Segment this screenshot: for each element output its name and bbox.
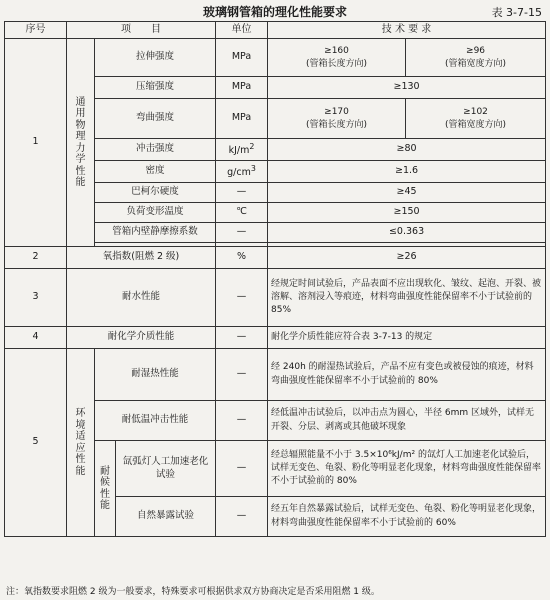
table-row (5, 349, 546, 401)
row-number: 5 (5, 349, 67, 537)
unit-cell: — (216, 497, 268, 537)
table-row (5, 269, 546, 327)
header-row (5, 22, 546, 39)
unit-cell: $kJ/m^2$ (216, 139, 268, 161)
requirement-text: 经五年自然暴露试验后，试样无变色、龟裂、粉化等明显老化现象，材料弯曲强度性能保留率不小于试验前的 60% (268, 497, 546, 537)
requirement-value: ≥26 (268, 247, 546, 269)
requirement-value: ≥96 (466, 46, 486, 57)
unit-cell: MPa (216, 39, 268, 77)
item-name: 氙弧灯人工加速老化试验 (116, 441, 216, 497)
requirement-value: ≤0.363 (268, 223, 546, 243)
unit-cell: — (216, 327, 268, 349)
header-unit: 单位 (216, 22, 268, 39)
item-name: 耐水性能 (67, 269, 216, 327)
item-name: 耐低温冲击性能 (95, 401, 216, 441)
header-requirement: 技 术 要 求 (268, 22, 546, 39)
item-name: 巴柯尔硬度 (95, 183, 216, 203)
requirement-value: ≥150 (268, 203, 546, 223)
requirement-text: 耐化学介质性能应符合表 3-7-13 的规定 (268, 327, 546, 349)
row-number: 1 (5, 39, 67, 247)
unit-cell: — (216, 441, 268, 497)
requirement-note: (管箱长度方向) (306, 119, 368, 130)
category-label: 环境适应性能 (67, 349, 95, 537)
requirement-cell (406, 99, 546, 139)
requirement-cell (268, 39, 406, 77)
unit-cell: MPa (216, 99, 268, 139)
requirement-text: 经规定时间试验后，产品表面不应出现软化、皱纹、起泡、开裂、被溶解、溶剂浸入等痕迹，材料弯曲强度性能保留率不小于试验前的 85% (268, 269, 546, 327)
requirement-value: ≥160 (324, 46, 349, 57)
item-name: 耐化学介质性能 (67, 327, 216, 349)
item-name: 弯曲强度 (95, 99, 216, 139)
unit-cell: $g/cm^3$ (216, 161, 268, 183)
item-name: 氧指数(阻燃 2 级) (67, 247, 216, 269)
unit-cell: — (216, 269, 268, 327)
subcategory-label: 耐候性能 (95, 441, 116, 537)
unit-cell: — (216, 183, 268, 203)
row-number: 4 (5, 327, 67, 349)
unit-cell: — (216, 223, 268, 243)
requirement-text: 经低温冲击试验后，以冲击点为圆心，半径 6mm 区域外，试样无开裂、分层、剥离或其他破坏现象 (268, 401, 546, 441)
table-number: 表 3-7-15 (491, 6, 542, 19)
requirement-note: (管箱长度方向) (306, 58, 368, 69)
requirement-value: ≥80 (268, 139, 546, 161)
item-name: 密度 (95, 161, 216, 183)
table-row (5, 327, 546, 349)
unit-cell: ℃ (216, 203, 268, 223)
item-name: 管箱内壁静摩擦系数 (95, 223, 216, 243)
requirement-value: ≥130 (268, 77, 546, 99)
header-item: 项 目 (67, 22, 216, 39)
row-number: 2 (5, 247, 67, 269)
row-number: 3 (5, 269, 67, 327)
unit-cell: MPa (216, 77, 268, 99)
item-name: 压缩强度 (95, 77, 216, 99)
unit-cell: % (216, 247, 268, 269)
table-row (5, 39, 546, 77)
unit-cell: — (216, 401, 268, 441)
table-title: 玻璃钢管箱的理化性能要求 (202, 5, 347, 19)
table-row (5, 247, 546, 269)
table-footnote: 注：氧指数要求阻燃 2 级为一般要求，特殊要求可根据供求双方协商决定是否采用阻燃 1 级。 (6, 587, 380, 597)
requirement-value: ≥102 (463, 107, 488, 118)
requirement-text: 经总辐照能量不小于 3.5×10⁶kJ/m² 的氙灯人工加速老化试验后，试样无变色、龟裂、粉化等明显老化现象，材料弯曲强度性能保留率不小于试验前的 80% (268, 441, 546, 497)
spec-table (4, 21, 546, 537)
requirement-value: ≥170 (324, 107, 349, 118)
header-no: 序号 (5, 22, 67, 39)
item-name: 自然暴露试验 (116, 497, 216, 537)
unit-cell: — (216, 349, 268, 401)
requirement-value: ≥1.6 (268, 161, 546, 183)
requirement-text: 经 240h 的耐湿热试验后，产品不应有变色或被侵蚀的痕迹，材料弯曲强度性能保留率不小于试验前的 80% (268, 349, 546, 401)
item-name: 负荷变形温度 (95, 203, 216, 223)
requirement-note: (管箱宽度方向) (445, 119, 507, 130)
requirement-note: (管箱宽度方向) (445, 58, 507, 69)
requirement-value: ≥45 (268, 183, 546, 203)
item-name: 冲击强度 (95, 139, 216, 161)
requirement-cell (406, 39, 546, 77)
category-label: 通用物理力学性能 (67, 39, 95, 247)
requirement-cell (268, 99, 406, 139)
item-name: 耐湿热性能 (95, 349, 216, 401)
item-name: 拉伸强度 (95, 39, 216, 77)
